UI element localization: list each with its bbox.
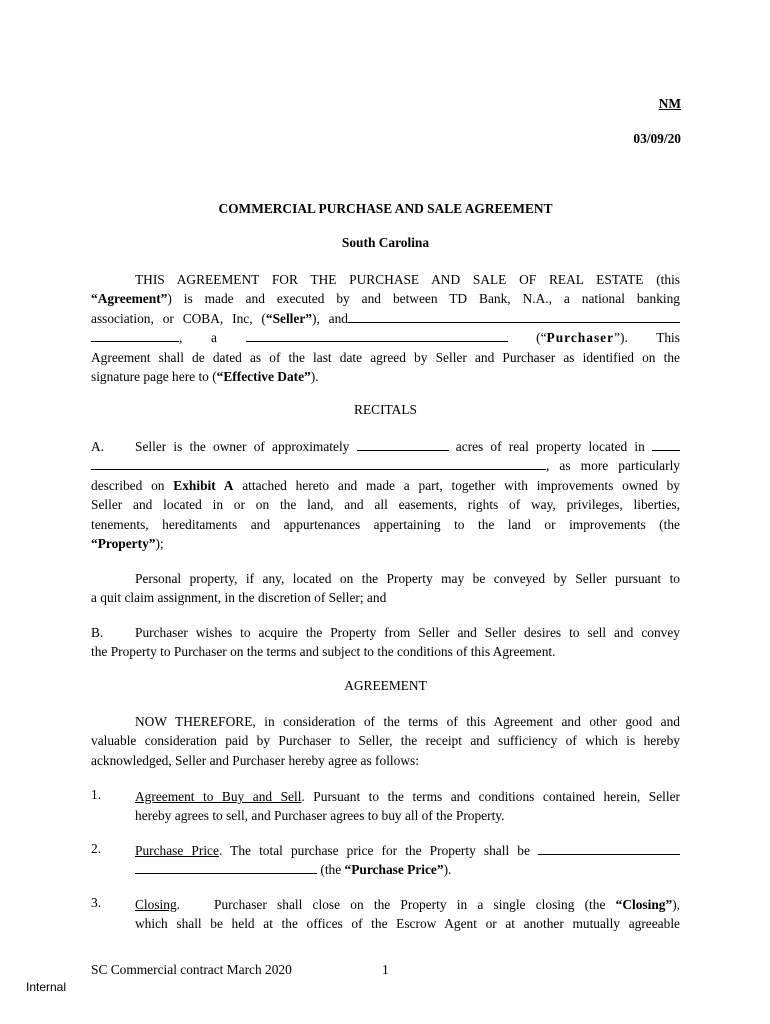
recital-a <box>91 437 680 553</box>
recital-a-line <box>91 534 680 553</box>
section-line <box>135 895 680 914</box>
section-text: . The total purchase price for the Property shall be <box>218 843 530 858</box>
intro-line <box>91 309 680 328</box>
recital-b-line <box>91 642 680 661</box>
state-subtitle: South Carolina <box>341 235 430 250</box>
section-2-number: 2. <box>91 841 102 856</box>
section-line <box>135 914 680 933</box>
paragraph-text: NOW THEREFORE, in consideration of the terms of this Agreement and other good and <box>135 714 680 729</box>
intro-line <box>91 270 680 289</box>
acres-blank <box>357 438 449 451</box>
intro-text: ). <box>310 369 319 385</box>
document-title: COMMERCIAL PURCHASE AND SALE AGREEMENT <box>218 201 553 216</box>
closing-term: “Closing” <box>615 897 673 912</box>
recital-b-line <box>91 623 680 642</box>
intro-text: THIS AGREEMENT FOR THE PURCHASE AND SALE OF REAL ESTATE (this <box>135 272 680 287</box>
intro-text: ”). <box>614 330 628 346</box>
section-text: . Pursuant to the terms and conditions contained herein, Seller <box>301 789 680 804</box>
classification-label: Internal <box>26 980 67 994</box>
recital-a-label: A. <box>91 439 105 454</box>
section-2-heading: Purchase Price <box>135 843 219 858</box>
section-3 <box>135 895 680 934</box>
section-2 <box>135 841 680 880</box>
section-text: which shall be held at the offices of the Escrow Agent or at another mutually agreeable <box>135 916 680 932</box>
paragraph-text: a quit claim assignment, in the discretion of Seller; and <box>91 590 387 606</box>
intro-text: association, or COBA, Inc, ( <box>91 310 266 326</box>
section-1-heading: Agreement to Buy and Sell <box>135 789 302 804</box>
seller-term: “Seller” <box>265 310 312 326</box>
section-text: ), <box>672 897 680 912</box>
recital-text: Seller is the owner of approximately <box>135 439 350 454</box>
section-line <box>135 841 680 860</box>
property-term: “Property” <box>91 536 156 552</box>
intro-line <box>91 328 680 347</box>
section-1-number: 1. <box>91 787 102 802</box>
purchaser-word: Purchaser <box>546 330 615 346</box>
recitals-heading: RECITALS <box>354 402 417 417</box>
now-therefore-line <box>91 712 680 731</box>
intro-line <box>91 367 680 386</box>
initials <box>659 96 681 112</box>
purchaser-name-blank <box>348 310 680 323</box>
purchase-price-term: “Purchase Price” <box>344 862 444 878</box>
intro-text: (“ <box>536 330 547 346</box>
recital-a-line <box>91 476 680 495</box>
agreement-term: “Agreement” <box>91 291 168 307</box>
document-date: 03/09/20 <box>633 131 681 146</box>
personal-property-paragraph <box>91 569 680 608</box>
section-text: ). <box>443 862 452 878</box>
section-text: . <box>176 897 181 912</box>
intro-paragraph <box>91 270 680 386</box>
purchaser-entity-blank <box>246 329 508 342</box>
section-3-number: 3. <box>91 895 102 910</box>
recital-text: described on <box>91 477 165 493</box>
effective-date-term: “Effective Date” <box>216 369 311 385</box>
recital-text: tenements, hereditaments and appurtenances appertaining to the land or improvements (the <box>91 516 680 532</box>
recital-a-line <box>91 515 680 534</box>
purchase-price-blank <box>538 842 680 855</box>
recital-b <box>91 623 680 662</box>
purchaser-term <box>536 330 628 345</box>
recital-b-label: B. <box>91 625 104 640</box>
intro-line <box>91 348 680 367</box>
page-number: 1 <box>382 962 389 977</box>
section-line <box>135 860 680 879</box>
section-text: hereby agrees to sell, and Purchaser agrees to buy all of the Property. <box>135 808 505 824</box>
location-blank-cont <box>91 457 546 470</box>
section-1 <box>135 787 680 826</box>
now-therefore-paragraph <box>91 712 680 770</box>
intro-line <box>91 289 680 308</box>
intro-text: Agreement shall de dated as of the last date agreed by Seller and Purchaser as identified on the <box>91 349 680 365</box>
intro-text: ) is made and executed by and between TD Bank, N.A., a national banking <box>167 291 680 307</box>
recital-text: ); <box>155 536 164 552</box>
recital-text: , as more particularly <box>546 458 680 474</box>
recital-text: attached hereto and made a part, together with improvements owned by <box>242 477 681 493</box>
purchaser-name-blank-cont <box>91 329 179 342</box>
purchase-price-blank-cont <box>135 861 317 874</box>
paragraph-text: Personal property, if any, located on the Property may be conveyed by Seller pursuant to <box>135 571 680 586</box>
recital-a-line <box>91 437 680 456</box>
location-blank <box>652 438 680 451</box>
section-text: (the <box>320 862 345 878</box>
section-line <box>135 806 680 825</box>
recital-text: Seller and located in or on the land, and all easements, rights of way, privileges, liberties, <box>91 497 680 513</box>
agreement-heading: AGREEMENT <box>344 678 427 693</box>
intro-text: ), and <box>311 310 348 326</box>
section-text: Purchaser shall close on the Property in a single closing (the <box>214 897 616 912</box>
now-therefore-line <box>91 751 680 770</box>
exhibit-a-term: Exhibit A <box>173 477 234 493</box>
intro-text: signature page here to ( <box>91 369 217 385</box>
intro-text: This <box>656 330 680 346</box>
now-therefore-line <box>91 731 680 750</box>
recital-text: the Property to Purchaser on the terms and subject to the conditions of this Agreement. <box>91 644 556 660</box>
personal-property-line <box>91 588 680 607</box>
initials-text: NM <box>658 96 681 111</box>
section-line <box>135 787 680 806</box>
paragraph-text: valuable consideration paid by Purchaser to Seller, the receipt and sufficiency of which is hereby <box>91 733 680 749</box>
recital-a-line <box>91 456 680 475</box>
recital-text: Purchaser wishes to acquire the Property from Seller and Seller desires to sell and convey <box>135 625 680 640</box>
section-3-heading: Closing <box>135 897 177 912</box>
footer-text: SC Commercial contract March 2020 <box>91 962 292 977</box>
recital-text: acres of real property located in <box>455 439 645 454</box>
recital-a-line <box>91 495 680 514</box>
paragraph-text: acknowledged, Seller and Purchaser hereby agree as follows: <box>91 752 419 768</box>
intro-text: , a <box>179 330 217 346</box>
personal-property-line <box>91 569 680 588</box>
